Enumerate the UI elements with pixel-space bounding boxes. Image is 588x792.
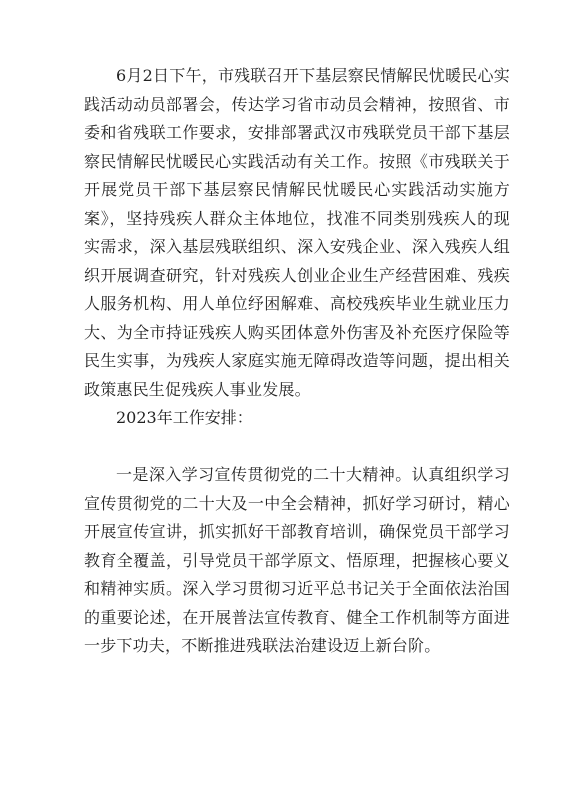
work-plan-paragraph: 一是深入学习宣传贯彻党的二十大精神。认真组织学习宣传贯彻党的二十大及一中全会精神，抓好学习研讨，精心开展宣传宣讲，抓实抓好干部教育培训，确保党员干部学习教育全覆盖，引导党员干部学原文、悟原理，把握核心要义和精神实质。深入学习贯彻习近平总书记关于全面依法治国的重要论述，在开展普法宣传教育、健全工作机制等方面进一步下功夫，不断推进残联法治建设迈上新台阶。 xyxy=(84,465,510,655)
intro-paragraph: 6月2日下午，市残联召开下基层察民情解民忧暖民心实践活动动员部署会，传达学习省市动员会精神，按照省、市委和省残联工作要求，安排部署武汉市残联党员干部下基层察民情解民忧暖民心实践活动有关工作。按照《市残联关于开展党员干部下基层察民情解民忧暖民心实践活动实施方案》，坚持残疾人群众主体地位，找准不同类别残疾人的现实需求，深入基层残联组织、深入安残企业、深入残疾人组织开展调查研究，针对残疾人创业企业生产经营困难、残疾人服务机构、用人单位纾困解难、高校残疾毕业生就业压力大、为全市持证残疾人购买团体意外伤害及补充医疗保险等民生实事，为残疾人家庭实施无障碍改造等问题，提出相关政策惠民生促残疾人事业发展。 xyxy=(84,66,510,399)
document-body xyxy=(84,62,510,661)
section-spacer xyxy=(84,449,510,461)
section-heading: 2023年工作安排： xyxy=(116,408,253,427)
